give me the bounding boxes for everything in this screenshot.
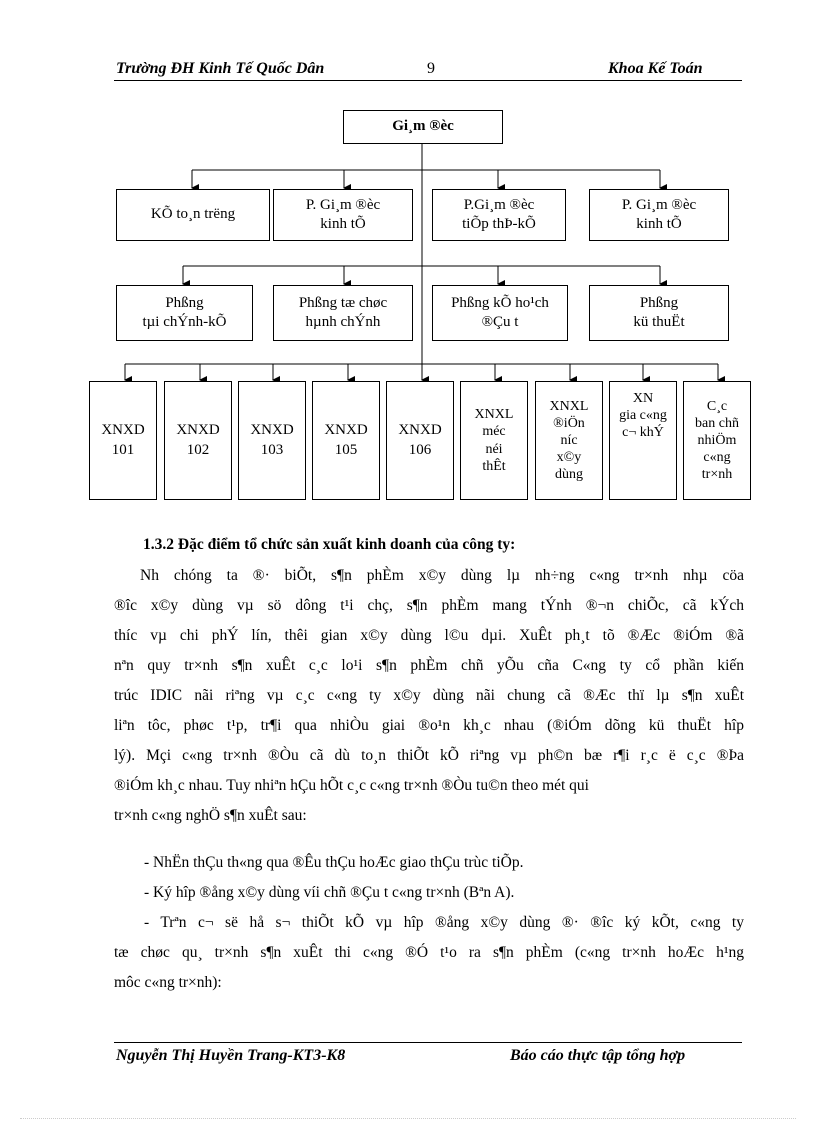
org-box-admin-dept [273,285,413,341]
org-box-text: tiÕp thÞ-kÕ [462,216,536,232]
org-box-text: P.Gi¸m ®èc [463,196,535,213]
org-box-text: gia c«ng [619,408,667,424]
org-box-text: XNXD [324,422,368,438]
process-steps [114,848,744,998]
org-box-text: c«ng [703,450,731,466]
org-box-technical-dept [589,285,729,341]
org-box-text: 106 [408,441,432,458]
process-step: - Trªn c¬ së hå s¬ thiÕt kÕ vµ hîp ®ång x©y dùng ®· ®îc ký kÕt, c«ng ty [144,914,744,931]
footer-rule [114,1042,742,1043]
org-box-text: XNXD [398,422,442,438]
paragraph-line: tr×nh c«ng nghÖ s¶n xuÊt sau: [114,807,307,824]
paragraph-line: trúc IDIC nãi riªng vµ c¸c c«ng ty x©y dùng nãi chung cã ®Æc thï lµ s¶n xuÊt [114,687,744,704]
org-box-text: XNXD [176,422,220,438]
org-box-planning-dept [432,285,568,341]
page-edge [20,1118,796,1119]
org-box-text: C¸c [706,398,728,414]
org-box-text: 103 [260,441,284,458]
page-number: 9 [427,60,435,77]
process-step: - NhËn thÇu th«ng qua ®Êu thÇu hoÆc giao thÇu trùc tiÕp. [144,854,524,871]
org-box-enterprise-102 [164,381,232,500]
org-box-text: ®Çu t [481,314,519,330]
org-box-text: 102 [186,441,210,458]
org-box-text: Phßng kÕ ho¹ch [451,294,549,311]
org-box-text: néi [485,441,503,457]
org-box-text: kinh tÕ [320,216,366,232]
org-box-text: níc [560,432,578,448]
org-box-text: ban chñ [695,415,739,431]
org-box-text: kinh tÕ [636,216,682,232]
org-box-mechanical [609,381,677,500]
org-box-text: P. Gi¸m ®èc [621,196,697,213]
org-box-vice-director-economics-2 [589,189,729,241]
org-box-text: tµi chÝnh-kÕ [142,314,227,330]
org-box-director-label: Gi¸m ®èc [392,118,454,135]
footer-author: Nguyễn Thị Huyền Trang-KT3-K8 [116,1047,346,1064]
process-step-continued: môc c«ng tr×nh): [114,974,222,991]
paragraph-line: ®îc x©y dùng vµ sö dông t¹i chç, s¶n phÈm mang tÝnh ®¬n chiÕc, cã kÝch [114,597,744,614]
paragraph-line: thíc vµ chi phÝ lín, thêi gian x©y dùng l©u dµi. XuÊt ph¸t tõ ®Æc ®iÓm ®ã [114,627,744,644]
org-box-vice-director-economics [273,189,413,241]
org-box-text: hµnh chÝnh [305,314,381,330]
org-box-text: thÊt [482,458,506,474]
paragraph-line: lý). Mçi c«ng tr×nh ®Òu cã dù to¸n thiÕt kÕ riªng vµ ph©n bæ r¶i r¸c ë c¸c ®Þa [114,747,744,764]
paragraph-line: ®iÓm kh¸c nhau. Tuy nhiªn hÇu hÕt c¸c c«ng tr×nh ®Òu tu©n theo mét qui [114,777,589,794]
org-box-enterprise-101 [89,381,157,500]
org-box-enterprise-106 [386,381,454,500]
org-box-chief-accountant [116,189,270,241]
org-box-text: 101 [111,441,135,458]
org-box-enterprise-105 [312,381,380,500]
org-box-text: XNXD [101,422,145,438]
footer-report-title: Báo cáo thực tập tổng hợp [510,1047,686,1064]
org-box-electric-water [535,381,603,500]
org-box-text: x©y [556,450,582,466]
paragraph-line: Nh chóng ta ®· biÕt, s¶n phÈm x©y dùng lµ nh÷ng c«ng tr×nh nhµ cöa [140,567,744,584]
org-box-text: nhiÖm [697,432,737,448]
org-box-text: c¬ khÝ [622,425,664,441]
header-school: Trường ĐH Kinh Tế Quốc Dân [116,60,325,77]
org-box-text: XNXL [549,398,589,414]
body-paragraph [114,561,744,831]
org-box-text: XNXD [250,422,294,438]
paragraph-line: liªn tôc, phøc t¹p, tr¶i qua nhiÒu giai ®o¹n kh¸c nhau (®iÓm dõng kü thuËt hîp [114,717,744,734]
org-box-text: ®iÖn [553,415,585,431]
org-box-text: Phßng [639,294,679,311]
org-box-enterprise-103 [238,381,306,500]
process-step: - Ký hîp ®ång x©y dùng víi chñ ®Çu t c«ng tr×nh (Bªn A). [144,884,515,901]
org-box-text: Phßng [165,294,204,311]
org-box-text: tr×nh [701,467,733,483]
org-box-text: 105 [334,441,358,458]
org-box-text: kü thuËt [633,314,685,330]
org-box-finance-dept [116,285,253,341]
org-box-text: dùng [554,467,583,483]
org-box-text: XN [632,391,654,406]
header-faculty: Khoa Kế Toán [608,60,703,77]
org-box-director [343,110,503,144]
org-box-text: KÕ to¸n trëng [150,206,236,223]
org-box-text: méc [482,424,506,440]
process-step-continued: tæ chøc qu¸ tr×nh s¶n xuÊt thi c«ng ®Ó t¹o ra s¶n phÈm (c«ng tr×nh hoÆc h¹ng [114,944,744,961]
org-box-text: P. Gi¸m ®èc [305,196,381,213]
org-box-furniture [460,381,528,500]
section-title: 1.3.2 Đặc điểm tổ chức sản xuất kinh doanh của công ty: [143,536,516,553]
org-box-text: Phßng tæ chøc [298,294,388,311]
org-box-vice-director-marketing [432,189,566,241]
org-box-project-boards [683,381,751,500]
org-box-text: XNXL [474,407,514,423]
paragraph-line: nªn quy tr×nh s¶n xuÊt c¸c lo¹i s¶n phÈm chñ yÕu cña C«ng ty cổ phần kiến [114,657,744,674]
